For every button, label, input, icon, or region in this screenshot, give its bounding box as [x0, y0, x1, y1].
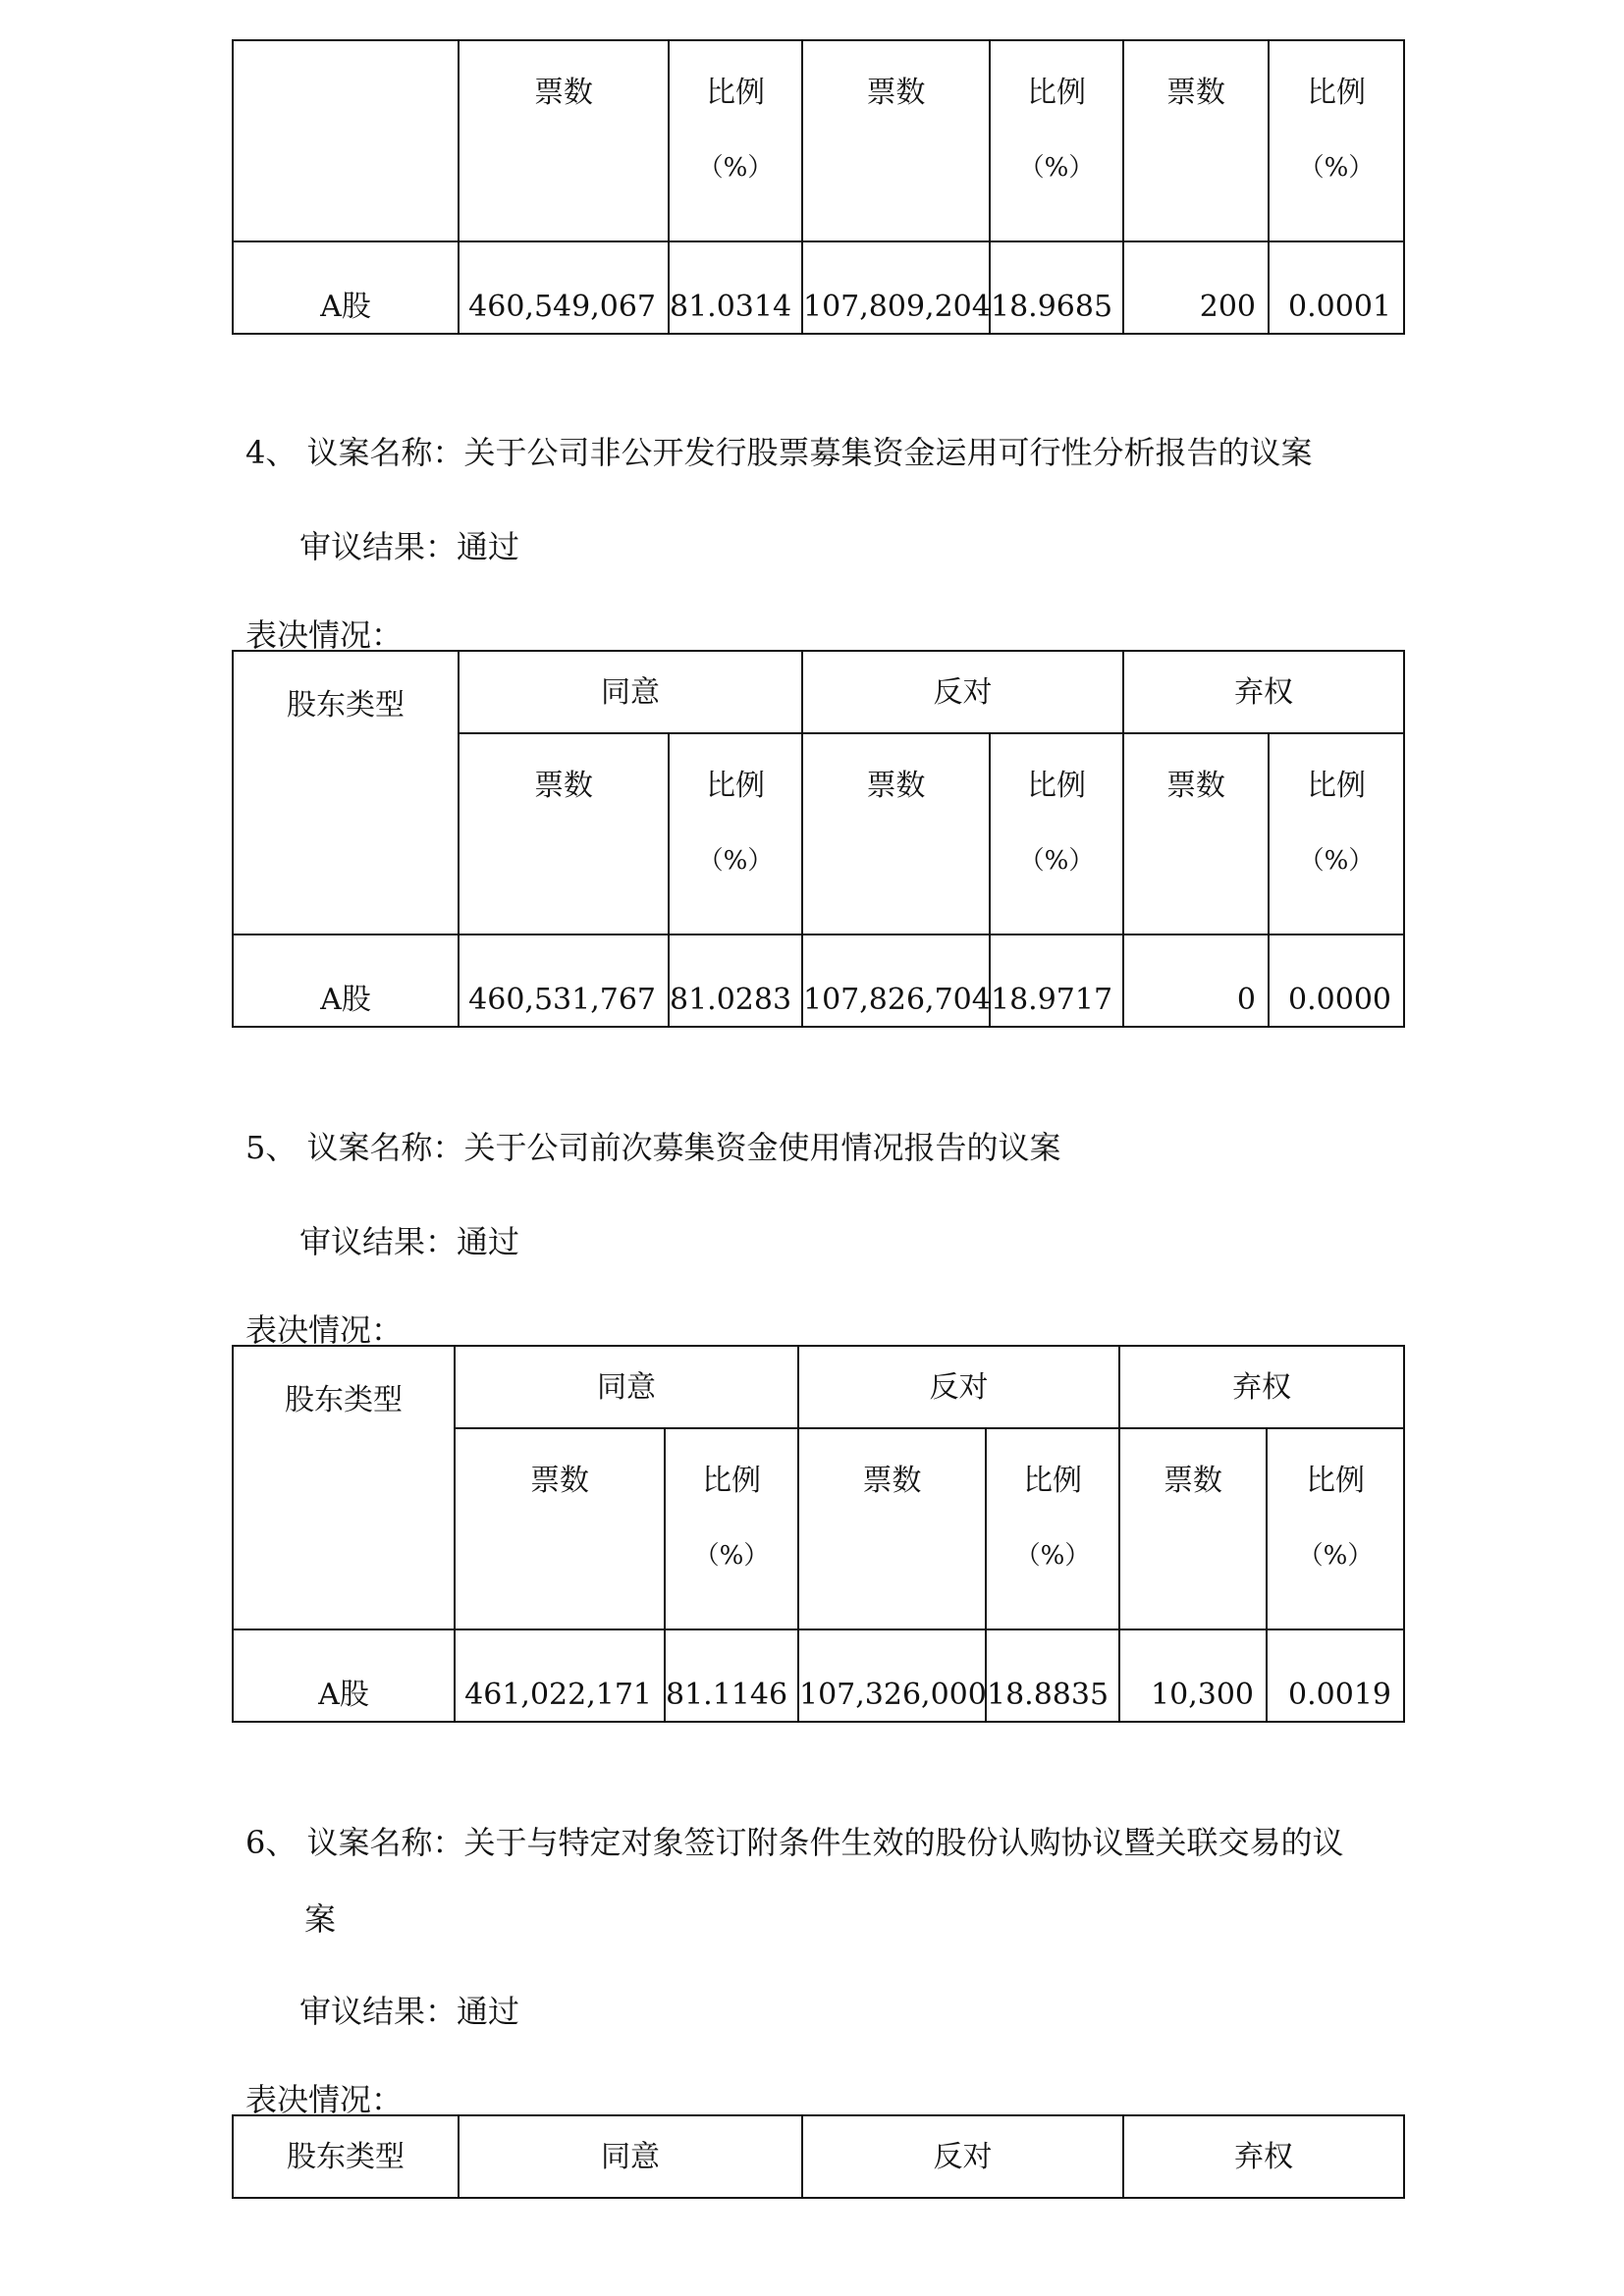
- abstain-ratio-header: 比例 （%）: [1269, 733, 1404, 934]
- agree-header: 同意: [459, 2115, 802, 2198]
- against-header: 反对: [802, 2115, 1123, 2198]
- against-ratio-cell: 18.9717: [990, 934, 1123, 1027]
- empty-cell: [233, 40, 459, 241]
- table-row: [233, 651, 1404, 733]
- against-header: 反对: [798, 1346, 1119, 1428]
- abstain-votes-header: 票数: [1123, 40, 1269, 241]
- agree-ratio-header: 比例 （%）: [669, 40, 802, 241]
- vote-table-previous: [232, 39, 1405, 335]
- share-type-cell: A股: [233, 934, 459, 1027]
- abstain-ratio-header: 比例 （%）: [1267, 1428, 1404, 1629]
- vote-table-proposal-4: [232, 650, 1405, 1028]
- against-ratio-cell: 18.8835: [986, 1629, 1119, 1722]
- table-row: [233, 2115, 1404, 2198]
- vote-table-proposal-6: [232, 2114, 1405, 2199]
- table-row: [233, 934, 1404, 1027]
- against-votes-cell: 107,326,000: [798, 1629, 986, 1722]
- against-ratio-header: 比例 （%）: [986, 1428, 1119, 1629]
- proposal-4-result: 审议结果：通过: [299, 528, 520, 565]
- against-votes-cell: 107,826,704: [802, 934, 990, 1027]
- shareholder-type-header: 股东类型: [233, 2115, 459, 2198]
- vote-table-proposal-5: [232, 1345, 1405, 1723]
- abstain-votes-header: 票数: [1123, 733, 1269, 934]
- agree-header: 同意: [459, 651, 802, 733]
- abstain-ratio-cell: 0.0001: [1269, 241, 1404, 334]
- share-type-cell: A股: [233, 1629, 455, 1722]
- table-row: [233, 40, 1404, 241]
- proposal-6-result: 审议结果：通过: [299, 1993, 520, 2030]
- abstain-votes-cell: 200: [1123, 241, 1269, 334]
- shareholder-type-header: 股东类型: [233, 1346, 455, 1629]
- abstain-header: 弃权: [1123, 2115, 1404, 2198]
- proposal-5-result: 审议结果：通过: [299, 1223, 520, 1260]
- agree-votes-header: 票数: [459, 733, 669, 934]
- proposal-6-title-line2: 案: [304, 1900, 337, 1938]
- against-header: 反对: [802, 651, 1123, 733]
- agree-votes-header: 票数: [455, 1428, 665, 1629]
- abstain-ratio-cell: 0.0000: [1269, 934, 1404, 1027]
- agree-votes-cell: 461,022,171: [455, 1629, 665, 1722]
- agree-ratio-header: 比例 （%）: [665, 1428, 798, 1629]
- abstain-votes-header: 票数: [1119, 1428, 1267, 1629]
- proposal-5-title: 5、 议案名称：关于公司前次募集资金使用情况报告的议案: [245, 1129, 1061, 1166]
- abstain-header: 弃权: [1119, 1346, 1404, 1428]
- agree-header: 同意: [455, 1346, 798, 1428]
- against-ratio-header: 比例 （%）: [990, 733, 1123, 934]
- proposal-5-voting-label: 表决情况：: [245, 1311, 404, 1349]
- agree-ratio-cell: 81.0283: [669, 934, 802, 1027]
- proposal-6-title-line1: 6、 议案名称：关于与特定对象签订附条件生效的股份认购协议暨关联交易的议: [245, 1824, 1344, 1861]
- abstain-votes-cell: 10,300: [1119, 1629, 1267, 1722]
- agree-ratio-cell: 81.1146: [665, 1629, 798, 1722]
- proposal-4-voting-label: 表决情况：: [245, 616, 404, 654]
- agree-votes-header: 票数: [459, 40, 669, 241]
- table-row: [233, 1346, 1404, 1428]
- agree-ratio-cell: 81.0314: [669, 241, 802, 334]
- against-votes-cell: 107,809,204: [802, 241, 990, 334]
- against-ratio-cell: 18.9685: [990, 241, 1123, 334]
- agree-ratio-header: 比例 （%）: [669, 733, 802, 934]
- against-votes-header: 票数: [798, 1428, 986, 1629]
- against-votes-header: 票数: [802, 733, 990, 934]
- against-votes-header: 票数: [802, 40, 990, 241]
- against-ratio-header: 比例 （%）: [990, 40, 1123, 241]
- abstain-ratio-header: 比例 （%）: [1269, 40, 1404, 241]
- proposal-4-title: 4、 议案名称：关于公司非公开发行股票募集资金运用可行性分析报告的议案: [245, 434, 1313, 471]
- table-row: [233, 1629, 1404, 1722]
- abstain-header: 弃权: [1123, 651, 1404, 733]
- proposal-6-voting-label: 表决情况：: [245, 2081, 404, 2118]
- table-row: [233, 241, 1404, 334]
- shareholder-type-header: 股东类型: [233, 651, 459, 934]
- agree-votes-cell: 460,549,067: [459, 241, 669, 334]
- abstain-ratio-cell: 0.0019: [1267, 1629, 1404, 1722]
- share-type-cell: A股: [233, 241, 459, 334]
- abstain-votes-cell: 0: [1123, 934, 1269, 1027]
- agree-votes-cell: 460,531,767: [459, 934, 669, 1027]
